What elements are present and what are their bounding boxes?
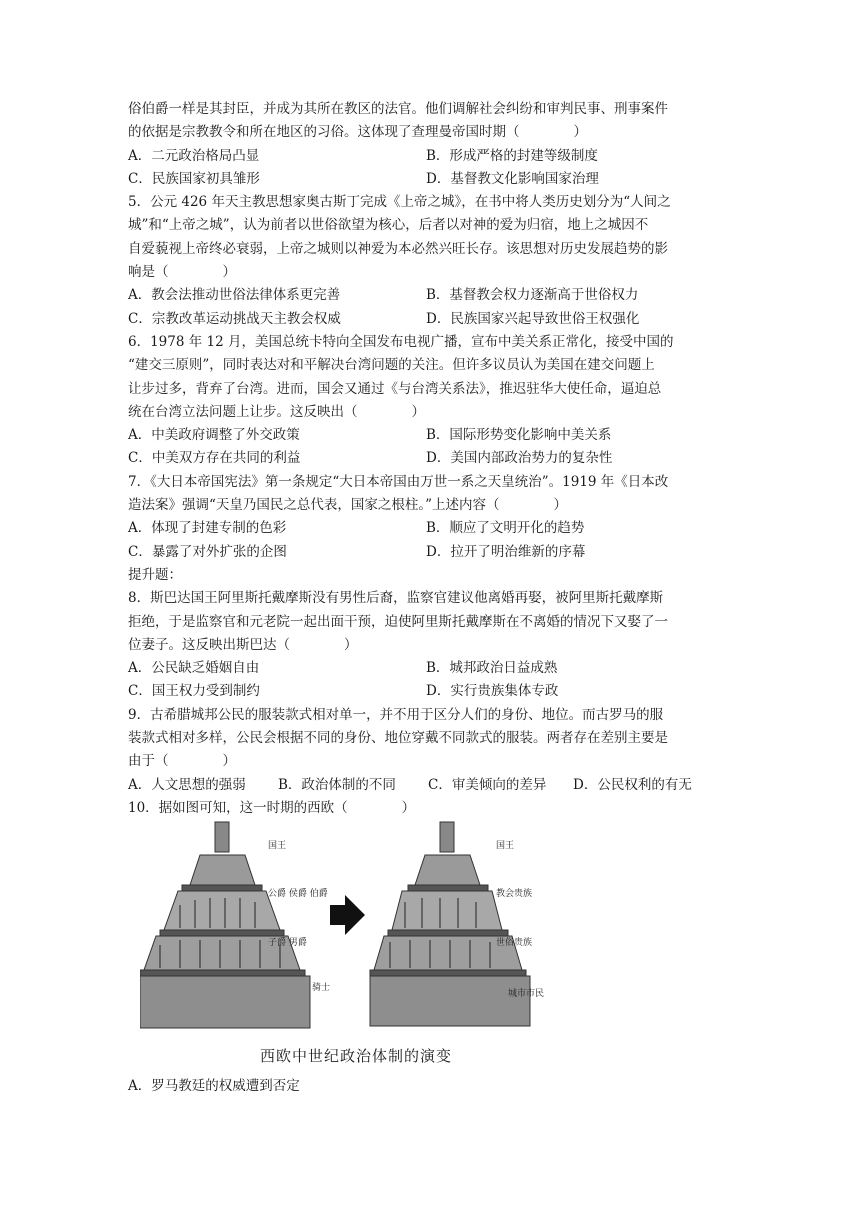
question-7-line: 7．《大日本帝国宪法》第一条规定“大日本帝国由万世一系之天皇统治”。1919 年《日本改 xyxy=(128,473,669,490)
option-b: B．顺应了文明开化的趋势 xyxy=(426,520,585,537)
options-row xyxy=(128,541,728,564)
question-6-line: “建交三原则”，同时表达对和平解决台湾问题的关注。但许多议员认为美国在建交问题上 xyxy=(128,357,655,374)
section-heading: 提升题： xyxy=(128,566,182,583)
question-5-line: 响是（ ） xyxy=(128,264,236,281)
option-b: B．基督教会权力逐渐高于世俗权力 xyxy=(426,287,639,304)
options-row xyxy=(128,517,728,540)
figure-caption: 西欧中世纪政治体制的演变 xyxy=(260,1047,453,1065)
option-c: C．民族国家初具雏形 xyxy=(128,170,260,187)
right-label-church-nobles: 教会贵族 xyxy=(496,889,533,899)
text-line: 的依据是宗教教令和所在地区的习俗。这体现了查理曼帝国时期（ ） xyxy=(128,124,587,141)
option-c: C．国王权力受到制约 xyxy=(128,683,260,700)
options-row xyxy=(128,774,728,797)
question-5-line: 自爱藐视上帝终必衰弱，上帝之城则以神爱为本必然兴旺长存。该思想对历史发展趋势的影 xyxy=(128,240,668,257)
question-9-line: 装款式相对多样，公民会根据不同的身份、地位穿戴不同款式的服装。两者存在差别主要是 xyxy=(128,730,668,747)
option-c: C．宗教改革运动挑战天主教会权威 xyxy=(128,310,341,327)
question-9-line: 9．古希腊城邦公民的服装款式相对单一，并不用于区分人们的身份、地位。而古罗马的服 xyxy=(128,706,664,723)
options-row xyxy=(128,145,728,168)
question-8-line: 拒绝，于是监察官和元老院一起出面干预，迫使阿里斯托戴摩斯在不离婚的情况下又娶了一 xyxy=(128,613,668,630)
option-b: B．政治体制的不同 xyxy=(278,776,396,793)
options-row xyxy=(128,308,728,331)
question-10-line: 10．据如图可知，这一时期的西欧（ ） xyxy=(128,799,416,816)
options-row xyxy=(128,284,728,307)
option-a: A．二元政治格局凸显 xyxy=(128,147,260,164)
question-7-line: 造法案》强调“天皇乃国民之总代表，国家之根柱。”上述内容（ ） xyxy=(128,497,568,514)
hierarchy-figure xyxy=(140,810,560,1080)
left-label-dukes: 公爵 侯爵 伯爵 xyxy=(268,889,328,899)
options-row xyxy=(128,680,728,703)
right-label-secular-nobles: 世俗贵族 xyxy=(496,938,533,948)
question-8-line: 位妻子。这反映出斯巴达（ ） xyxy=(128,636,358,653)
option-d: D．基督教文化影响国家治理 xyxy=(426,170,599,187)
left-label-knights: 骑士 xyxy=(312,983,331,993)
option-a-q10: A．罗马教廷的权威遭到否定 xyxy=(128,1078,300,1094)
option-c: C．中美双方存在共同的利益 xyxy=(128,450,301,467)
option-a: A．体现了封建专制的色彩 xyxy=(128,520,287,537)
question-6-line: 统在台湾立法问题上让步。这反映出（ ） xyxy=(128,403,425,420)
question-8-line: 8．斯巴达国王阿里斯托戴摩斯没有男性后裔，监察官建议他离婚再娶，被阿里斯托戴摩斯 xyxy=(128,590,664,607)
option-b: B．形成严格的封建等级制度 xyxy=(426,147,598,164)
exam-text xyxy=(128,98,728,820)
option-c: C．暴露了对外扩张的企图 xyxy=(128,543,287,560)
option-a: A．中美政府调整了外交政策 xyxy=(128,427,300,444)
arrow-right-icon xyxy=(330,895,365,935)
option-d: D．实行贵族集体专政 xyxy=(426,683,559,700)
question-6-line: 6．1978 年 12 月，美国总统卡特向全国发布电视广播，宣布中美关系正常化，接受中国的 xyxy=(128,333,674,350)
right-label-burghers: 城市市民 xyxy=(508,989,545,999)
options-row xyxy=(128,447,728,470)
option-d: D．民族国家兴起导致世俗王权强化 xyxy=(426,310,640,327)
question-5-line: 5．公元 426 年天主教思想家奥古斯丁完成《上帝之城》，在书中将人类历史划分为“人间之 xyxy=(128,194,671,211)
option-b: B．城邦政治日益成熟 xyxy=(426,660,558,677)
option-a: A．教会法推动世俗法律体系更完善 xyxy=(128,287,341,304)
option-d: D．公民权利的有无 xyxy=(573,776,692,793)
option-b: B．国际形势变化影响中美关系 xyxy=(426,427,612,444)
left-label-viscounts: 子爵 男爵 xyxy=(268,938,307,948)
options-row xyxy=(128,424,728,447)
option-a: A．公民缺乏婚姻自由 xyxy=(128,660,260,677)
question-9-line: 由于（ ） xyxy=(128,753,236,770)
option-a: A．人文思想的强弱 xyxy=(128,776,246,793)
option-d: D．美国内部政治势力的复杂性 xyxy=(426,450,613,467)
options-row xyxy=(128,657,728,680)
right-label-king: 国王 xyxy=(496,841,515,851)
option-c: C．审美倾向的差异 xyxy=(428,776,547,793)
left-label-king: 国王 xyxy=(268,841,287,851)
question-6-line: 让步过多，背弃了台湾。进而，国会又通过《与台湾关系法》，推迟驻华大使任命，逼迫总 xyxy=(128,380,662,397)
options-row xyxy=(128,168,728,191)
text-line: 俗伯爵一样是其封臣，并成为其所在教区的法官。他们调解社会纠纷和审判民事、刑事案件 xyxy=(128,101,668,117)
option-d: D．拉开了明治维新的序幕 xyxy=(426,543,586,560)
question-5-line: 城”和“上帝之城”，认为前者以世俗欲望为核心，后者以对神的爱为归宿，地上之城因不 xyxy=(128,217,649,234)
